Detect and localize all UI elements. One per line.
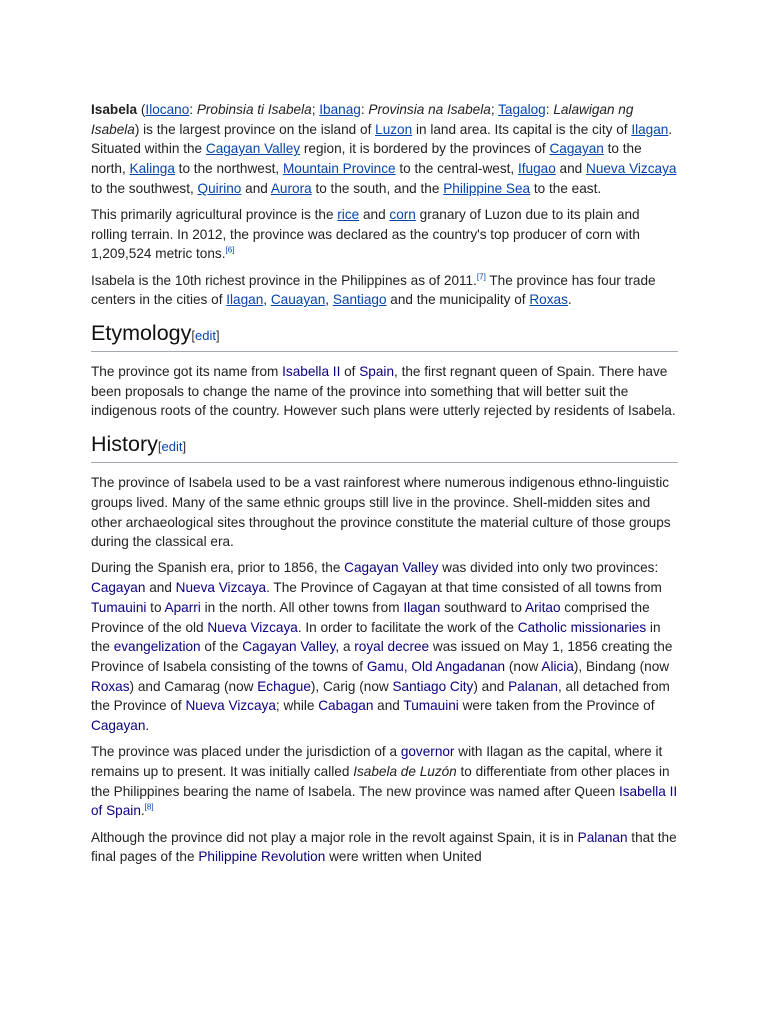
text-span: and xyxy=(241,180,271,196)
link-isabella-ii-of-spain[interactable]: Isabella II of Spain xyxy=(91,783,678,819)
text-span: to the northwest, xyxy=(174,161,283,177)
italic-name: Isabela de Luzón xyxy=(353,763,457,779)
link-nueva-vizcaya[interactable]: Nueva Vizcaya xyxy=(175,580,267,596)
link-roxas[interactable]: Roxas xyxy=(529,292,568,308)
link-nueva-vizcaya[interactable]: Nueva Vizcaya xyxy=(207,619,298,635)
text-span: was issued on May 1, 1856 creating the Province of Isabela consisting of the towns of xyxy=(91,639,673,674)
link-gamu-old-angadanan[interactable]: Gamu, Old Angadanan xyxy=(366,658,506,674)
history-paragraph-1: The province of Isabela used to be a vast rainforest where numerous indigenous ethno-linguistic groups lived. Many of the same ethnic groups still live in the province. Shell-midden sites and other archaeological sites throughout the province constitute the material culture of those groups during the classical era. xyxy=(91,475,671,550)
text-span: that the final pages of the xyxy=(91,829,677,865)
text-span: to the southwest, xyxy=(91,180,198,196)
link-nueva-vizcaya[interactable]: Nueva Vizcaya xyxy=(586,161,677,177)
link-santiago[interactable]: Santiago xyxy=(332,292,387,308)
link-isabella-ii[interactable]: Isabella II xyxy=(282,364,341,380)
link-philippine-sea[interactable]: Philippine Sea xyxy=(443,180,531,196)
link-catholic-missionaries[interactable]: Catholic missionaries xyxy=(517,619,647,635)
link-santiago-city[interactable]: Santiago City xyxy=(392,678,474,694)
link-governor[interactable]: governor xyxy=(400,744,455,760)
link-quirino[interactable]: Quirino xyxy=(197,180,242,196)
text-span: Although the province did not play a major role in the revolt against Spain, it is in xyxy=(91,829,578,845)
text-span: The province got its name from xyxy=(91,364,283,380)
text-span: , a xyxy=(335,639,355,655)
text-span: and xyxy=(359,207,390,223)
history-paragraph-2 xyxy=(91,558,678,735)
text-span: to the south, and the xyxy=(311,180,444,196)
link-cagayan-valley[interactable]: Cagayan Valley xyxy=(205,141,301,157)
link-cagayan-valley[interactable]: Cagayan Valley xyxy=(344,560,439,576)
link-palanan[interactable]: Palanan xyxy=(508,678,558,694)
italic-name: Provinsia na Isabela xyxy=(368,102,491,117)
text-span: ), Carig (now xyxy=(310,678,393,694)
text-span: ) and Camarag (now xyxy=(129,678,258,694)
text-span: and xyxy=(555,161,586,177)
text-span: ; xyxy=(311,102,320,117)
text-span: . xyxy=(567,292,572,308)
link-cauayan[interactable]: Cauayan xyxy=(270,292,326,308)
text-span: region, it is bordered by the provinces of xyxy=(300,141,550,157)
text-span: to the north, xyxy=(91,141,642,177)
text-span: to the central-west, xyxy=(395,161,518,177)
edit-section-bracket xyxy=(191,328,219,343)
text-span: , xyxy=(263,292,271,308)
link-palanan[interactable]: Palanan xyxy=(577,829,628,845)
link-echague[interactable]: Echague xyxy=(257,678,311,694)
intro-paragraph-2 xyxy=(91,205,678,264)
link-cabagan[interactable]: Cabagan xyxy=(318,698,374,714)
link-evangelization[interactable]: evangelization xyxy=(113,639,201,655)
text-span: to differentiate from other places in the Philippines bearing the name of Isabela. The new province was named after Queen xyxy=(91,763,670,799)
text-span: to xyxy=(146,599,165,615)
text-span: This primarily agricultural province is the xyxy=(91,207,338,223)
edit-link-etymology[interactable]: edit xyxy=(195,328,216,344)
text-span: and the municipality of xyxy=(386,292,530,308)
text-span: of the xyxy=(200,639,243,655)
text-span: ) is the largest province on the island of xyxy=(134,121,376,137)
text-span: in the xyxy=(91,619,661,655)
bracket-open: [ xyxy=(191,328,195,344)
edit-section-bracket xyxy=(158,439,186,454)
link-cagayan[interactable]: Cagayan xyxy=(549,141,604,157)
text-span: , xyxy=(325,292,333,308)
text-span: comprised the Province of the old xyxy=(91,599,650,635)
article-body xyxy=(91,100,678,874)
text-span: were written when United xyxy=(325,849,482,865)
section-heading-history xyxy=(91,431,678,463)
reference-superscript xyxy=(477,272,486,281)
text-span: : xyxy=(189,102,197,117)
section-heading-etymology xyxy=(91,320,678,352)
text-span: granary of Luzon due to its plain and rolling terrain. In 2012, the province was declared as the country's top producer of corn with 1,209,524 metric tons. xyxy=(91,207,640,262)
text-span: was divided into only two provinces: xyxy=(438,560,659,576)
bracket-close: ] xyxy=(215,328,220,344)
article-title-bold: Isabela xyxy=(91,102,138,117)
text-span: southward to xyxy=(440,599,525,615)
text-span: in the north. All other towns from xyxy=(200,599,404,615)
text-span: (now xyxy=(505,658,542,674)
link-philippine-revolution[interactable]: Philippine Revolution xyxy=(198,849,326,865)
italic-name: Lalawigan ng Isabela xyxy=(91,102,634,137)
link-roxas[interactable]: Roxas xyxy=(91,678,130,694)
text-span: ) and xyxy=(473,678,509,694)
text-span: and xyxy=(145,580,176,596)
text-span: During the Spanish era, prior to 1856, the xyxy=(91,560,345,576)
text-span: The province has four trade centers in the cities of xyxy=(91,272,656,308)
heading-text: Etymology xyxy=(91,321,192,346)
text-span: and xyxy=(373,698,404,714)
reference-superscript xyxy=(145,803,154,812)
etymology-paragraph xyxy=(91,362,678,421)
text-span: , the first regnant queen of Spain. There have been proposals to change the name of the province into something that will better suit the indigenous roots of the country. However such plans were utterly rejected by residents of Isabela. xyxy=(91,364,676,419)
link-ilagan[interactable]: Ilagan xyxy=(631,121,669,137)
link-cagayan[interactable]: Cagayan xyxy=(91,718,146,734)
text-span: Isabela is the 10th richest province in the Philippines as of 2011. xyxy=(91,272,477,288)
reference-link[interactable]: [6] xyxy=(225,245,235,255)
text-span: ), Bindang (now xyxy=(573,658,670,674)
reference-superscript xyxy=(226,246,235,255)
text-span: . xyxy=(145,718,150,734)
bracket-close: ] xyxy=(182,439,187,455)
text-span: . The Province of Cagayan at that time consisted of all towns from xyxy=(266,580,662,596)
link-tumauini[interactable]: Tumauini xyxy=(403,698,459,714)
link-cagayan-valley[interactable]: Cagayan Valley xyxy=(242,639,336,655)
link-kalinga[interactable]: Kalinga xyxy=(129,161,175,177)
reference-link[interactable]: [8] xyxy=(144,802,154,812)
link-ifugao[interactable]: Ifugao xyxy=(517,161,556,177)
link-ilagan[interactable]: Ilagan xyxy=(403,599,441,615)
edit-link-history[interactable]: edit xyxy=(161,439,183,455)
text-span: The province was placed under the jurisdiction of a xyxy=(91,744,401,760)
link-aurora[interactable]: Aurora xyxy=(270,180,312,196)
text-span: . xyxy=(140,803,145,819)
text-span: in land area. Its capital is the city of xyxy=(412,121,632,137)
reference-link[interactable]: [7] xyxy=(476,272,486,282)
intro-paragraph-3 xyxy=(91,271,678,310)
text-span: of xyxy=(340,364,360,380)
link-ilocano[interactable]: Ilocano xyxy=(145,102,190,117)
link-tumauini[interactable]: Tumauini xyxy=(91,599,147,615)
link-cagayan[interactable]: Cagayan xyxy=(91,580,146,596)
text-span: . In order to facilitate the work of the xyxy=(297,619,518,635)
link-royal-decree[interactable]: royal decree xyxy=(354,639,430,655)
link-corn[interactable]: corn xyxy=(389,207,416,223)
link-spain[interactable]: Spain xyxy=(359,364,395,380)
text-span: ; xyxy=(490,102,499,117)
link-aritao[interactable]: Aritao xyxy=(525,599,561,615)
heading-text: History xyxy=(91,432,158,457)
link-rice[interactable]: rice xyxy=(337,207,360,223)
text-span: ; while xyxy=(275,698,319,714)
link-aparri[interactable]: Aparri xyxy=(164,599,201,615)
bracket-open: [ xyxy=(157,439,162,455)
history-paragraph-4 xyxy=(91,828,678,867)
text-span: with Ilagan as the capital, where it remains up to present. It was initially called xyxy=(91,744,663,779)
link-ilagan[interactable]: Ilagan xyxy=(226,292,264,308)
link-tagalog[interactable]: Tagalog xyxy=(498,102,546,117)
text-span: ( xyxy=(137,102,146,117)
text-span: to the east. xyxy=(530,180,602,196)
text-span: were taken from the Province of xyxy=(458,698,655,714)
link-nueva-vizcaya[interactable]: Nueva Vizcaya xyxy=(185,698,276,714)
link-mountain-province[interactable]: Mountain Province xyxy=(282,161,396,177)
intro-paragraph-1 xyxy=(91,100,678,199)
link-luzon[interactable]: Luzon xyxy=(375,121,413,137)
text-span: : xyxy=(360,102,369,117)
link-alicia[interactable]: Alicia xyxy=(541,658,574,674)
italic-name: Probinsia ti Isabela xyxy=(196,102,312,117)
link-ibanag[interactable]: Ibanag xyxy=(319,102,361,117)
text-span: . Situated within the xyxy=(91,121,673,157)
text-span: , all detached from the Province of xyxy=(91,678,670,714)
history-paragraph-3 xyxy=(91,742,678,821)
text-span: : xyxy=(545,102,554,117)
